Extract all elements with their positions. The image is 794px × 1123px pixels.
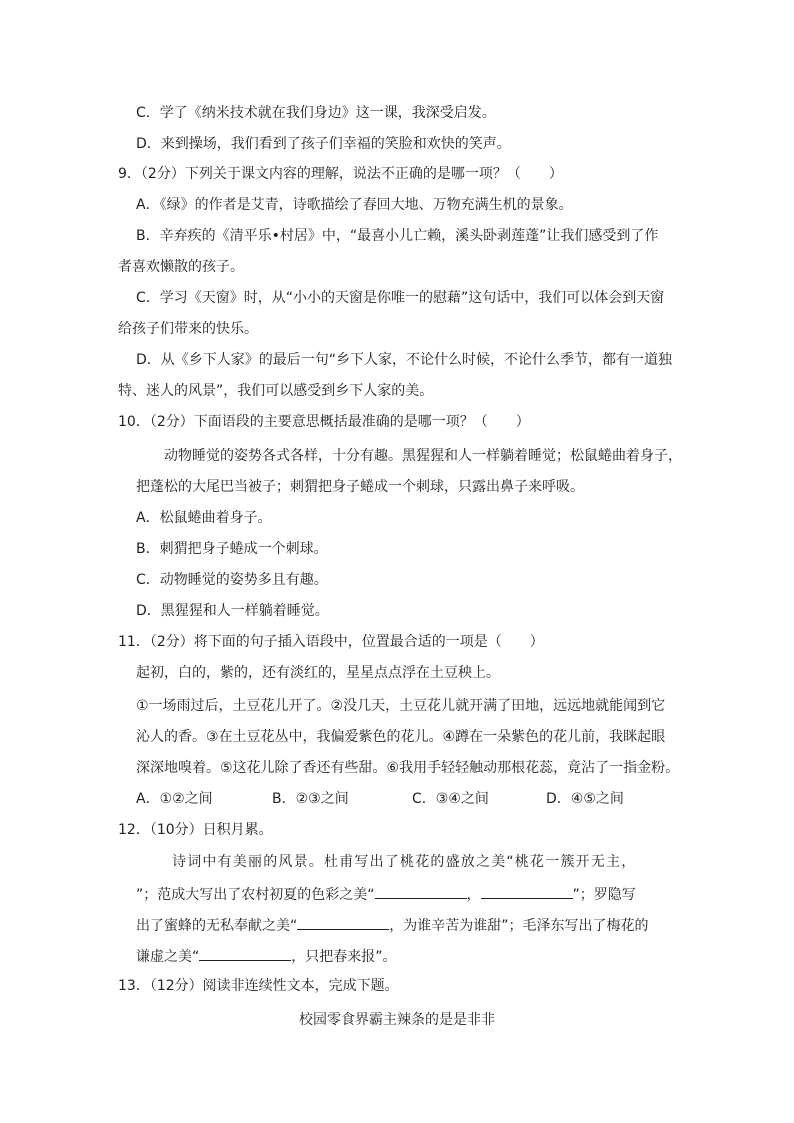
question-11-passage-cont: 沁人的香。③在土豆花丛中，我偏爱紫色的花儿。④蹲在一朵紫色的花儿前，我眯起眼 — [136, 729, 666, 745]
question-11-sentence: 起初，白的，紫的，还有淡红的，星星点点浮在土豆秧上。 — [136, 665, 500, 681]
question-9-stem: 9．（2分）下列关于课文内容的理解，说法不正确的是哪一项？（ ） — [118, 166, 563, 182]
question-11-option-c: C．③④之间 — [412, 791, 489, 807]
option-c-q8: C．学了《纳米技术就在我们身边》这一课，我深受启发。 — [136, 105, 496, 121]
question-10-option-c: C．动物睡觉的姿势多且有趣。 — [136, 572, 328, 588]
text-span: ”；罗隐写 — [572, 887, 636, 903]
question-10-option-a: A．松鼠蜷曲着身子。 — [136, 510, 272, 526]
question-9-option-d-cont: 特、迷人的风景”，我们可以感受到乡下人家的美。 — [118, 383, 434, 399]
answer-blank[interactable] — [297, 915, 389, 930]
text-span: 谦虚之美“ — [136, 949, 200, 965]
question-12-line-1: 诗词中有美丽的风景。杜甫写出了桃花的盛放之美“桃花一簇开无主， — [172, 854, 637, 870]
text-span: 出了蜜蜂的无私奉献之美“ — [136, 918, 298, 934]
question-11-passage: ①一场雨过后，土豆花儿开了。②没几天，土豆花儿就开满了田地，远远地就能闻到它 — [136, 698, 666, 714]
question-9-option-c: C．学习《天窗》时，从“小小的天窗是你唯一的慰藉”这句话中，我们可以体会到天窗 — [136, 290, 665, 306]
question-9-option-b: B．辛弃疾的《清平乐•村居》中，“最喜小儿亡赖，溪头卧剥莲蓬”让我们感受到了作 — [136, 228, 659, 244]
question-13-stem: 13．（12分）阅读非连续性文本，完成下题。 — [118, 978, 399, 994]
question-10-stem: 10．（2分）下面语段的主要意思概括最准确的是哪一项？（ ） — [118, 414, 530, 430]
text-span: ， — [466, 887, 481, 903]
text-span: ，为谁辛苦为谁甜”；毛泽东写出了梅花的 — [389, 918, 649, 934]
answer-blank[interactable] — [481, 884, 573, 899]
passage-title: 校园零食界霸主辣条的是是非非 — [299, 1012, 495, 1028]
question-9-option-c-cont: 给孩子们带来的快乐。 — [118, 321, 258, 337]
question-10-passage: 动物睡觉的姿势各式各样，十分有趣。黑猩猩和人一样躺着睡觉；松鼠蜷曲着身子， — [164, 448, 682, 464]
question-10-option-b: B．刺猬把身子蜷成一个刺球。 — [136, 541, 328, 557]
answer-blank[interactable] — [199, 946, 291, 961]
text-span: ”；范成大写出了农村初夏的色彩之美“ — [136, 887, 375, 903]
question-12-stem: 12．（10分）日积月累。 — [118, 822, 273, 838]
question-11-option-b: B．②③之间 — [272, 791, 349, 807]
text-span: ，只把春来报”。 — [291, 949, 397, 965]
question-11-passage-cont: 深深地嗅着。⑤这花儿除了香还有些甜。⑥我用手轻轻触动那根花蕊，竟沾了一指金粉。 — [136, 760, 680, 776]
question-12-line-2 — [136, 884, 636, 904]
question-9-option-a: A．《绿》的作者是艾青，诗歌描绘了春回大地、万物充满生机的景象。 — [136, 197, 573, 213]
question-9-option-d: D．从《乡下人家》的最后一句“乡下人家，不论什么时候，不论什么季节，都有一道独 — [136, 352, 673, 368]
question-11-stem: 11．（2分）将下面的句子插入语段中，位置最合适的一项是（ ） — [118, 634, 544, 650]
question-9-option-b-cont: 者喜欢懒散的孩子。 — [118, 259, 244, 275]
question-12-line-3 — [136, 915, 649, 935]
answer-blank[interactable] — [375, 884, 467, 899]
question-10-option-d: D．黑猩猩和人一样躺着睡觉。 — [136, 603, 329, 619]
question-10-passage-cont: 把蓬松的大尾巴当被子；刺猬把身子蜷成一个刺球，只露出鼻子来呼吸。 — [136, 479, 584, 495]
option-d-q8: D．来到操场，我们看到了孩子们幸福的笑脸和欢快的笑声。 — [136, 136, 511, 152]
question-11-option-d: D．④⑤之间 — [546, 791, 624, 807]
question-11-option-a: A．①②之间 — [136, 791, 213, 807]
question-12-line-4 — [136, 946, 397, 966]
